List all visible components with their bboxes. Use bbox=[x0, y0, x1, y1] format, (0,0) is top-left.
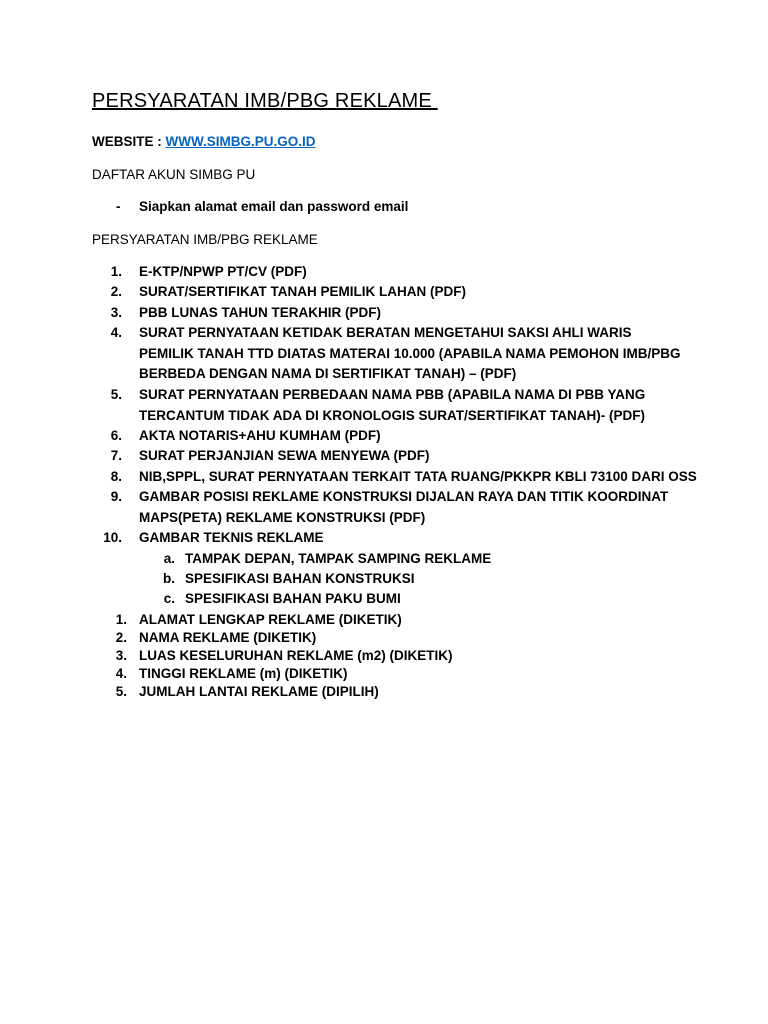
sub-item-letter: b. bbox=[163, 571, 175, 586]
sub-item-letter: c. bbox=[163, 591, 175, 606]
sub-item: TAMPAK DEPAN, TAMPAK SAMPING REKLAME bbox=[185, 551, 492, 566]
document-title: PERSYARATAN IMB/PBG REKLAME bbox=[92, 90, 438, 112]
list-item-number: 7. bbox=[110, 448, 122, 463]
account-heading: DAFTAR AKUN SIMBG PU bbox=[92, 167, 256, 182]
field-item-number: 2. bbox=[115, 630, 127, 645]
sub-item-letter: a. bbox=[163, 551, 175, 566]
list-item-number: 1. bbox=[110, 264, 122, 279]
list-item: SURAT/SERTIFIKAT TANAH PEMILIK LAHAN (PDF) bbox=[139, 284, 466, 299]
list-item-number: 10. bbox=[103, 530, 122, 545]
list-item: SURAT PERNYATAAN PERBEDAAN NAMA PBB (APABILA NAMA DI PBB YANG TERCANTUM TIDAK ADA DI KRONOLOGIS SURAT/SERTIFIKAT TANAH)- (PDF) bbox=[139, 387, 646, 423]
field-item-number: 4. bbox=[115, 666, 127, 681]
bullet-dash: - bbox=[116, 199, 121, 214]
list-item-number: 8. bbox=[110, 469, 122, 484]
list-item-number: 4. bbox=[110, 325, 122, 340]
website-line bbox=[92, 134, 316, 149]
list-item: E-KTP/NPWP PT/CV (PDF) bbox=[139, 264, 307, 279]
list-item-number: 9. bbox=[110, 489, 122, 504]
list-item-number: 2. bbox=[110, 284, 122, 299]
list-item: NIB,SPPL, SURAT PERNYATAAN TERKAIT TATA RUANG/PKKPR KBLI 73100 DARI OSS bbox=[139, 469, 697, 484]
field-item: LUAS KESELURUHAN REKLAME (m2) (DIKETIK) bbox=[139, 648, 453, 663]
field-item: TINGGI REKLAME (m) (DIKETIK) bbox=[139, 666, 348, 681]
field-item: NAMA REKLAME (DIKETIK) bbox=[139, 630, 317, 645]
website-label: WEBSITE : bbox=[92, 134, 166, 149]
field-item-number: 5. bbox=[115, 684, 127, 699]
sub-item: SPESIFIKASI BAHAN PAKU BUMI bbox=[185, 591, 401, 606]
list-item: SURAT PERJANJIAN SEWA MENYEWA (PDF) bbox=[139, 448, 430, 463]
bullet-item: Siapkan alamat email dan password email bbox=[139, 199, 409, 214]
list-item-number: 3. bbox=[110, 305, 122, 320]
list-item: GAMBAR POSISI REKLAME KONSTRUKSI DIJALAN RAYA DAN TITIK KOORDINAT MAPS(PETA) REKLAME KONSTRUKSI (PDF) bbox=[139, 489, 669, 525]
list-item-number: 6. bbox=[110, 428, 122, 443]
field-item: JUMLAH LANTAI REKLAME (DIPILIH) bbox=[139, 684, 379, 699]
requirements-heading: PERSYARATAN IMB/PBG REKLAME bbox=[92, 232, 318, 247]
list-item: PBB LUNAS TAHUN TERAKHIR (PDF) bbox=[139, 305, 381, 320]
list-item-number: 5. bbox=[110, 387, 122, 402]
field-item: ALAMAT LENGKAP REKLAME (DIKETIK) bbox=[139, 612, 402, 627]
field-item-number: 3. bbox=[115, 648, 127, 663]
list-item: AKTA NOTARIS+AHU KUMHAM (PDF) bbox=[139, 428, 381, 443]
list-item: SURAT PERNYATAAN KETIDAK BERATAN MENGETAHUI SAKSI AHLI WARIS PEMILIK TANAH TTD DIATAS MATERAI 10.000 (APABILA NAMA PEMOHON IMB/PBG BERBEDA DENGAN NAMA DI SERTIFIKAT TANAH) – (PDF) bbox=[139, 325, 681, 381]
sub-item: SPESIFIKASI BAHAN KONSTRUKSI bbox=[185, 571, 415, 586]
list-item: GAMBAR TEKNIS REKLAME bbox=[139, 530, 324, 545]
website-link[interactable]: WWW.SIMBG.PU.GO.ID bbox=[165, 134, 316, 149]
field-item-number: 1. bbox=[115, 612, 127, 627]
